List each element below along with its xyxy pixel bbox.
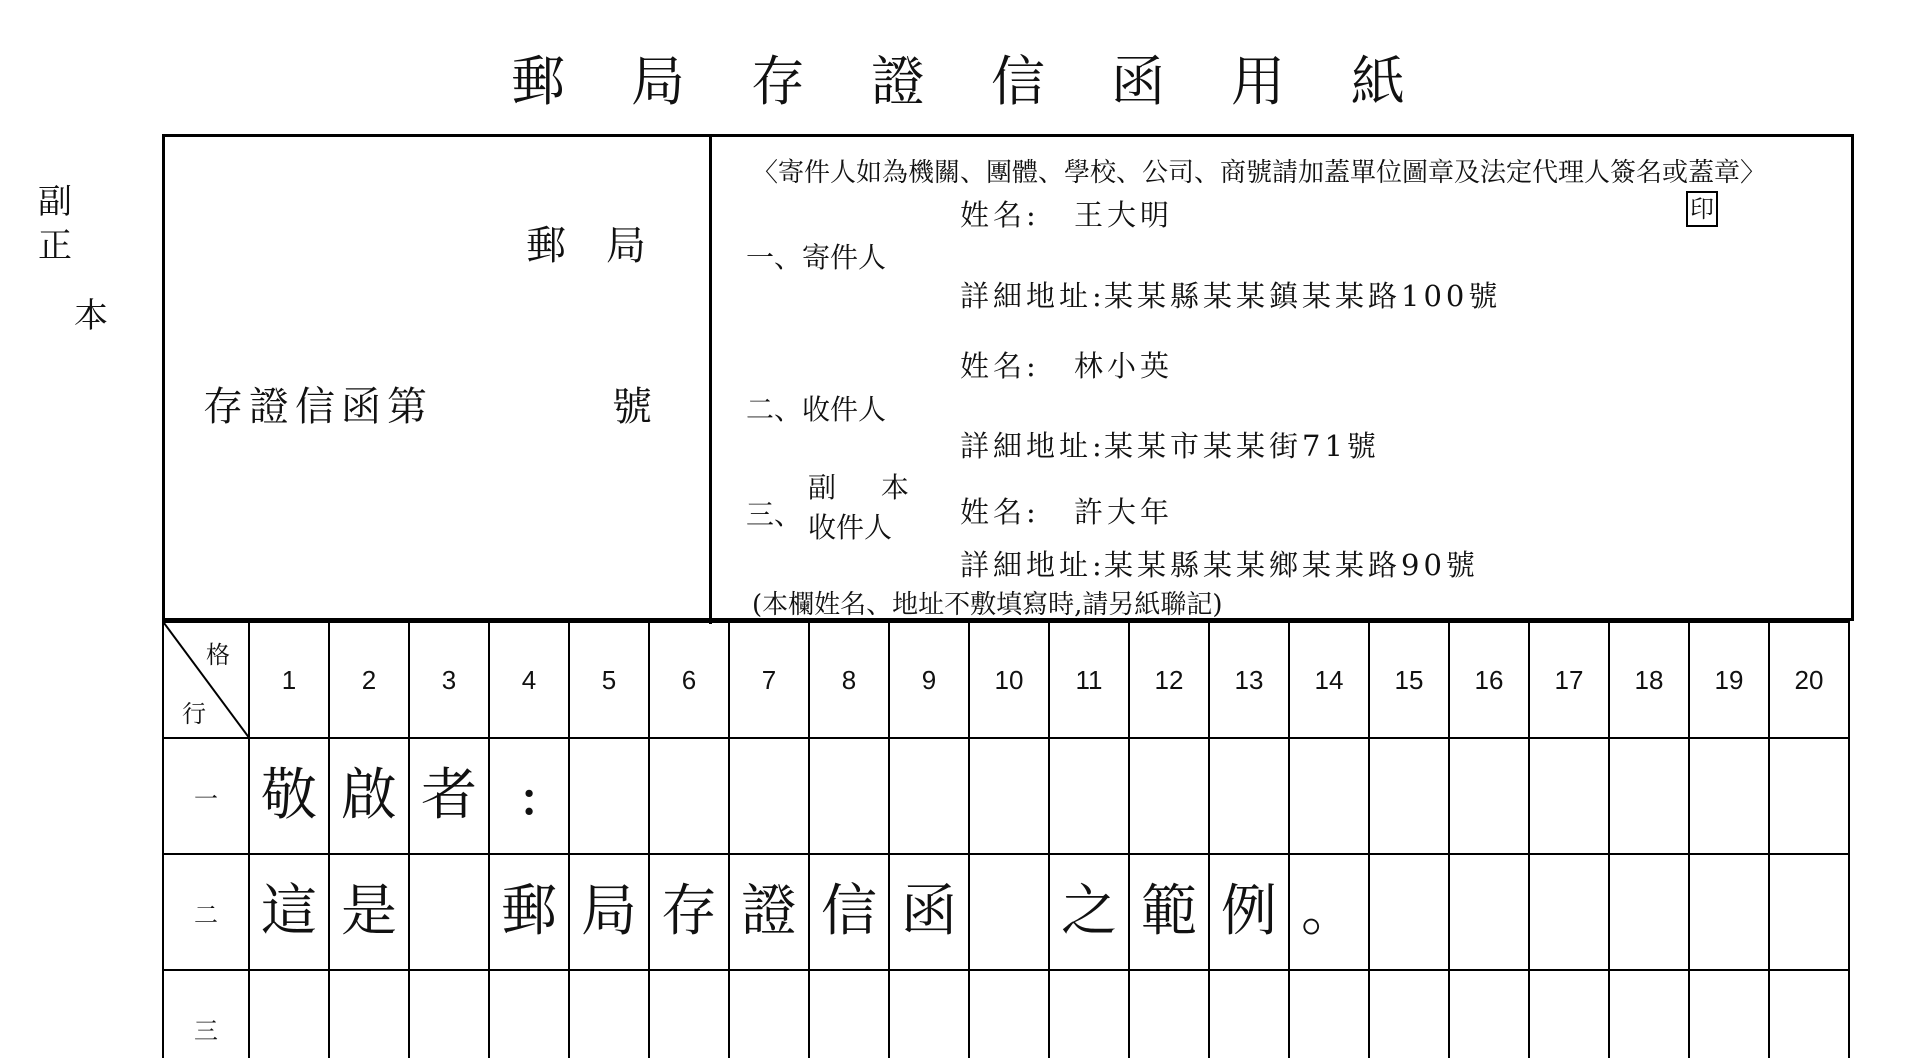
column-number: 3 [409,622,489,738]
grid-cell[interactable] [1609,970,1689,1058]
grid-corner-cell [163,622,249,738]
grid-cell[interactable]: : [489,738,569,854]
grid-cell[interactable] [409,970,489,1058]
grid-cell[interactable]: 範 [1129,854,1209,970]
seal-box[interactable]: 印 [1686,191,1718,227]
grid-cell[interactable] [809,738,889,854]
sender-label: 一、寄件人 [746,241,887,274]
grid-cell[interactable] [1289,970,1369,1058]
column-number: 5 [569,622,649,738]
note-top: 〈寄件人如為機關、團體、學校、公司、商號請加蓋單位圖章及法定代理人簽名或蓋章〉 [752,158,1767,188]
grid-cell[interactable] [409,854,489,970]
recipient-name-label: 姓名: [960,349,1040,383]
column-number: 13 [1209,622,1289,738]
grid-cell[interactable]: 例 [1209,854,1289,970]
grid-cell[interactable]: 局 [569,854,649,970]
column-number: 6 [649,622,729,738]
grid-row [163,854,1849,970]
grid-cell[interactable] [809,970,889,1058]
grid-cell[interactable] [1449,970,1529,1058]
grid-cell[interactable] [1769,970,1849,1058]
grid-cell[interactable] [1689,738,1769,854]
column-number: 10 [969,622,1049,738]
column-number: 19 [1689,622,1769,738]
column-number: 4 [489,622,569,738]
grid-cell[interactable] [1129,970,1209,1058]
grid-cell[interactable] [249,970,329,1058]
column-number: 12 [1129,622,1209,738]
grid-cell[interactable] [1289,738,1369,854]
copy-mark [38,180,148,338]
grid-header-row [163,622,1849,738]
grid-cell[interactable] [1369,970,1449,1058]
sender-address[interactable]: 某某縣某某鎮某某路100號 [1104,279,1502,313]
grid-cell[interactable]: 函 [889,854,969,970]
grid-cell[interactable] [1689,854,1769,970]
grid-cell[interactable] [1769,854,1849,970]
grid-cell[interactable] [1209,738,1289,854]
column-number: 15 [1369,622,1449,738]
row-label: 一 [163,738,249,854]
post-office-label: 郵局 [526,223,686,269]
grid-cell[interactable] [489,970,569,1058]
sender-address-label: 詳細地址: [960,279,1106,313]
grid-cell[interactable]: 。 [1289,854,1369,970]
grid-cell[interactable]: 信 [809,854,889,970]
grid-cell[interactable]: 存 [649,854,729,970]
column-number: 11 [1049,622,1129,738]
grid-cell[interactable] [1049,738,1129,854]
grid-cell[interactable] [649,970,729,1058]
grid-row [163,970,1849,1058]
copy-recipient-address-label: 詳細地址: [960,548,1106,582]
grid-cell[interactable] [329,970,409,1058]
grid-cell[interactable] [969,738,1049,854]
grid-cell[interactable] [1529,738,1609,854]
copy-recipient-number: 三、 [746,498,803,531]
grid-cell[interactable] [889,970,969,1058]
column-number: 20 [1769,622,1849,738]
grid-cell[interactable] [1609,854,1689,970]
column-number: 14 [1289,622,1369,738]
row-label: 三 [163,970,249,1058]
row-label: 二 [163,854,249,970]
recipient-address[interactable]: 某某市某某街71號 [1104,429,1380,463]
letter-grid [162,621,1854,1058]
grid-cell[interactable] [969,970,1049,1058]
copy-mark-line2: 本 [74,296,108,336]
page-title: 郵局存證信函用紙 [511,50,1471,113]
recipient-label: 二、收件人 [746,393,887,426]
grid-cell[interactable] [569,970,649,1058]
grid-cell[interactable] [649,738,729,854]
header-divider [709,134,712,624]
grid-cell[interactable] [1529,854,1609,970]
column-number: 9 [889,622,969,738]
column-number: 17 [1529,622,1609,738]
grid-cell[interactable] [1609,738,1689,854]
registration-suffix: 號 [612,384,652,430]
column-number: 7 [729,622,809,738]
grid-cell[interactable] [729,970,809,1058]
copy-recipient-address[interactable]: 某某縣某某鄉某某路90號 [1104,548,1479,582]
grid-cell[interactable] [569,738,649,854]
grid-cell[interactable]: 者 [409,738,489,854]
grid-cell[interactable] [889,738,969,854]
grid-cell[interactable] [729,738,809,854]
grid-cell[interactable] [1449,738,1529,854]
letter-grid-table [162,621,1850,1058]
grid-cell[interactable] [1129,738,1209,854]
recipient-name[interactable]: 林小英 [1074,349,1174,383]
grid-cell[interactable]: 是 [329,854,409,970]
grid-cell[interactable]: 證 [729,854,809,970]
copy-recipient-label-bottom: 收件人 [808,511,893,544]
grid-cell[interactable] [1049,970,1129,1058]
note-bottom: (本欄姓名、地址不敷填寫時,請另紙聯記) [752,590,1223,620]
column-number: 16 [1449,622,1529,738]
column-number: 18 [1609,622,1689,738]
grid-cell[interactable]: 這 [249,854,329,970]
corner-label-bottom: 行 [182,700,206,728]
column-number: 2 [329,622,409,738]
grid-cell[interactable] [1209,970,1289,1058]
corner-label-top: 格 [206,641,230,669]
grid-cell[interactable] [1369,854,1449,970]
sender-name[interactable]: 王大明 [1074,198,1174,232]
grid-cell[interactable] [1529,970,1609,1058]
grid-cell[interactable] [1449,854,1529,970]
sender-name-label: 姓名: [960,198,1040,232]
column-number: 8 [809,622,889,738]
copy-recipient-label-top: 副 本 [808,471,927,504]
copy-recipient-name[interactable]: 許大年 [1074,495,1174,529]
recipient-address-label: 詳細地址: [960,429,1106,463]
copy-mark-line1: 副正 [38,182,94,266]
grid-cell[interactable] [1369,738,1449,854]
grid-cell[interactable] [1689,970,1769,1058]
grid-cell[interactable]: 啟 [329,738,409,854]
column-number: 1 [249,622,329,738]
grid-cell[interactable] [1769,738,1849,854]
copy-recipient-name-label: 姓名: [960,495,1040,529]
registration-prefix: 存證信函第 [203,384,433,430]
grid-row [163,738,1849,854]
grid-cell[interactable]: 敬 [249,738,329,854]
grid-cell[interactable]: 郵 [489,854,569,970]
grid-cell[interactable]: 之 [1049,854,1129,970]
grid-cell[interactable] [969,854,1049,970]
